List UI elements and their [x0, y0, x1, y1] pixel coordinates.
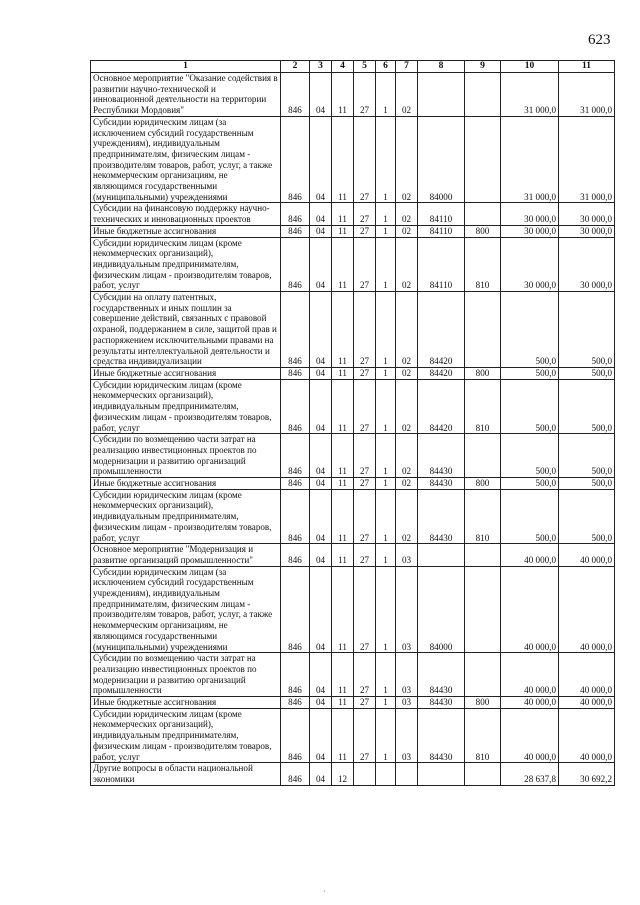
row-subprogram: 1	[376, 566, 396, 653]
row-section: 04	[310, 237, 332, 292]
row-name: Субсидии юридическим лицам (за исключением субсидий государственным учреждениям), индивидуальным предпринимателям, физическим лицам - производителям товаров, работ, услуг, а также некоммерческим организациям, не являющимся государственными (муниципальными) учреждениями	[91, 566, 281, 653]
row-subprogram	[376, 763, 396, 785]
row-program: 27	[354, 489, 376, 544]
row-amount-year2: 31 000,0	[559, 116, 615, 203]
row-section: 04	[310, 203, 332, 225]
table-row	[91, 544, 615, 566]
row-main-activity: 02	[396, 203, 418, 225]
row-main-activity: 02	[396, 379, 418, 434]
row-amount-year2: 500,0	[559, 367, 615, 379]
row-subsection: 11	[332, 225, 354, 237]
row-subprogram: 1	[376, 73, 396, 117]
table-row	[91, 763, 615, 785]
row-main-activity: 02	[396, 292, 418, 368]
row-program: 27	[354, 708, 376, 763]
row-direction: 84110	[418, 203, 465, 225]
row-amount-year2: 40 000,0	[559, 653, 615, 697]
table-header-row	[91, 61, 615, 73]
row-program: 27	[354, 367, 376, 379]
row-name: Иные бюджетные ассигнования	[91, 478, 281, 490]
row-amount-year2: 30 000,0	[559, 203, 615, 225]
row-expense-type: 810	[465, 379, 501, 434]
row-ministry: 846	[281, 434, 310, 478]
row-section: 04	[310, 292, 332, 368]
row-ministry: 846	[281, 478, 310, 490]
table-row	[91, 434, 615, 478]
row-amount-year2: 30 000,0	[559, 237, 615, 292]
column-header: 6	[376, 61, 396, 73]
row-direction	[418, 763, 465, 785]
row-program: 27	[354, 478, 376, 490]
row-subsection: 12	[332, 763, 354, 785]
column-header: 7	[396, 61, 418, 73]
row-main-activity: 03	[396, 544, 418, 566]
row-name: Субсидии по возмещению части затрат на реализацию инвестиционных проектов по модернизации и развитию организаций промышленности	[91, 653, 281, 697]
row-amount-year2: 40 000,0	[559, 566, 615, 653]
row-program: 27	[354, 566, 376, 653]
row-program: 27	[354, 379, 376, 434]
row-direction: 84420	[418, 292, 465, 368]
row-section: 04	[310, 489, 332, 544]
table-row	[91, 73, 615, 117]
row-main-activity: 03	[396, 653, 418, 697]
row-main-activity: 02	[396, 73, 418, 117]
row-direction: 84000	[418, 566, 465, 653]
row-main-activity	[396, 763, 418, 785]
row-expense-type	[465, 566, 501, 653]
row-amount-year2: 40 000,0	[559, 544, 615, 566]
row-ministry: 846	[281, 708, 310, 763]
row-subprogram: 1	[376, 379, 396, 434]
row-main-activity: 02	[396, 478, 418, 490]
row-program: 27	[354, 237, 376, 292]
row-name: Субсидии юридическим лицам (кроме некоммерческих организаций), индивидуальным предпринимателям, физическим лицам - производителям товаров, работ, услуг	[91, 489, 281, 544]
row-subprogram: 1	[376, 489, 396, 544]
table-row	[91, 292, 615, 368]
table-row	[91, 653, 615, 697]
row-amount-year1: 31 000,0	[501, 116, 559, 203]
row-expense-type: 800	[465, 367, 501, 379]
row-amount-year1: 500,0	[501, 434, 559, 478]
column-header: 3	[310, 61, 332, 73]
row-amount-year1: 28 637,8	[501, 763, 559, 785]
row-subsection: 11	[332, 237, 354, 292]
table-row	[91, 116, 615, 203]
row-subprogram: 1	[376, 653, 396, 697]
row-name: Другие вопросы в области национальной экономики	[91, 763, 281, 785]
row-section: 04	[310, 544, 332, 566]
table-row	[91, 478, 615, 490]
row-amount-year1: 500,0	[501, 478, 559, 490]
row-program: 27	[354, 292, 376, 368]
row-amount-year2: 500,0	[559, 379, 615, 434]
row-section: 04	[310, 367, 332, 379]
row-name: Иные бюджетные ассигнования	[91, 225, 281, 237]
row-amount-year2: 500,0	[559, 478, 615, 490]
row-subprogram: 1	[376, 225, 396, 237]
row-subprogram: 1	[376, 203, 396, 225]
row-expense-type: 810	[465, 237, 501, 292]
row-amount-year1: 30 000,0	[501, 237, 559, 292]
row-ministry: 846	[281, 116, 310, 203]
row-direction: 84430	[418, 708, 465, 763]
row-section: 04	[310, 653, 332, 697]
row-subprogram: 1	[376, 697, 396, 709]
row-subsection: 11	[332, 73, 354, 117]
budget-table	[90, 60, 615, 786]
table-row	[91, 566, 615, 653]
row-ministry: 846	[281, 566, 310, 653]
row-name: Субсидии юридическим лицам (кроме некоммерческих организаций), индивидуальным предпринимателям, физическим лицам - производителям товаров, работ, услуг	[91, 237, 281, 292]
row-name: Субсидии юридическим лицам (кроме некоммерческих организаций), индивидуальным предпринимателям, физическим лицам - производителям товаров, работ, услуг	[91, 379, 281, 434]
row-section: 04	[310, 763, 332, 785]
row-direction: 84110	[418, 225, 465, 237]
row-expense-type	[465, 73, 501, 117]
row-subprogram: 1	[376, 367, 396, 379]
row-amount-year1: 31 000,0	[501, 73, 559, 117]
row-amount-year2: 30 000,0	[559, 225, 615, 237]
row-main-activity: 02	[396, 225, 418, 237]
row-ministry: 846	[281, 292, 310, 368]
table-row	[91, 203, 615, 225]
column-header: 9	[465, 61, 501, 73]
table-row	[91, 225, 615, 237]
row-subprogram: 1	[376, 116, 396, 203]
table-row	[91, 379, 615, 434]
row-program	[354, 763, 376, 785]
row-subsection: 11	[332, 434, 354, 478]
row-name: Иные бюджетные ассигнования	[91, 697, 281, 709]
row-expense-type: 810	[465, 489, 501, 544]
row-subsection: 11	[332, 379, 354, 434]
row-subsection: 11	[332, 203, 354, 225]
row-amount-year1: 500,0	[501, 367, 559, 379]
column-header: 2	[281, 61, 310, 73]
row-section: 04	[310, 566, 332, 653]
row-direction: 84430	[418, 478, 465, 490]
column-header: 1	[91, 61, 281, 73]
row-main-activity: 03	[396, 697, 418, 709]
row-section: 04	[310, 73, 332, 117]
column-header: 10	[501, 61, 559, 73]
row-ministry: 846	[281, 697, 310, 709]
table-row	[91, 708, 615, 763]
row-amount-year1: 40 000,0	[501, 566, 559, 653]
column-header: 11	[559, 61, 615, 73]
row-expense-type	[465, 653, 501, 697]
row-program: 27	[354, 203, 376, 225]
row-main-activity: 03	[396, 566, 418, 653]
row-amount-year1: 30 000,0	[501, 203, 559, 225]
row-amount-year1: 40 000,0	[501, 544, 559, 566]
row-expense-type	[465, 292, 501, 368]
row-name: Иные бюджетные ассигнования	[91, 367, 281, 379]
row-expense-type	[465, 763, 501, 785]
row-subsection: 11	[332, 653, 354, 697]
column-header: 8	[418, 61, 465, 73]
row-main-activity: 03	[396, 708, 418, 763]
row-name: Субсидии по возмещению части затрат на реализацию инвестиционных проектов по модернизации и развитию организаций промышленности	[91, 434, 281, 478]
row-ministry: 846	[281, 489, 310, 544]
row-ministry: 846	[281, 763, 310, 785]
row-amount-year2: 500,0	[559, 434, 615, 478]
table-row	[91, 697, 615, 709]
row-name: Субсидии на оплату патентных, государственных и иных пошлин за совершение действий, связанных с правовой охраной, поддержанием в силе, защитой прав и распоряжением исключительными правами на результаты интеллектуальной деятельности и средства индивидуализации	[91, 292, 281, 368]
row-subsection: 11	[332, 489, 354, 544]
row-main-activity: 02	[396, 434, 418, 478]
page-number: 623	[588, 32, 611, 48]
row-program: 27	[354, 116, 376, 203]
row-amount-year2: 40 000,0	[559, 708, 615, 763]
row-expense-type: 800	[465, 478, 501, 490]
row-subsection: 11	[332, 566, 354, 653]
row-amount-year1: 500,0	[501, 292, 559, 368]
row-main-activity: 02	[396, 367, 418, 379]
row-subsection: 11	[332, 116, 354, 203]
row-program: 27	[354, 544, 376, 566]
row-amount-year1: 30 000,0	[501, 225, 559, 237]
row-subprogram: 1	[376, 708, 396, 763]
row-amount-year2: 31 000,0	[559, 73, 615, 117]
row-ministry: 846	[281, 225, 310, 237]
row-subsection: 11	[332, 697, 354, 709]
row-amount-year1: 40 000,0	[501, 697, 559, 709]
column-header: 5	[354, 61, 376, 73]
row-expense-type	[465, 203, 501, 225]
row-name: Субсидии на финансовую поддержку научно-технических и инновационных проектов	[91, 203, 281, 225]
row-direction: 84110	[418, 237, 465, 292]
row-expense-type	[465, 544, 501, 566]
row-ministry: 846	[281, 544, 310, 566]
row-expense-type: 810	[465, 708, 501, 763]
row-ministry: 846	[281, 379, 310, 434]
row-program: 27	[354, 434, 376, 478]
row-amount-year2: 30 692,2	[559, 763, 615, 785]
row-subprogram: 1	[376, 237, 396, 292]
row-program: 27	[354, 225, 376, 237]
row-direction: 84430	[418, 653, 465, 697]
row-expense-type: 800	[465, 697, 501, 709]
table-row	[91, 237, 615, 292]
row-direction: 84420	[418, 367, 465, 379]
row-program: 27	[354, 697, 376, 709]
row-name: Субсидии юридическим лицам (за исключением субсидий государственным учреждениям), индивидуальным предпринимателям, физическим лицам - производителям товаров, работ, услуг, а также некоммерческим организациям, не являющимся государственными (муниципальными) учреждениями	[91, 116, 281, 203]
row-amount-year1: 500,0	[501, 379, 559, 434]
table-row	[91, 489, 615, 544]
row-amount-year1: 500,0	[501, 489, 559, 544]
row-amount-year1: 40 000,0	[501, 708, 559, 763]
row-ministry: 846	[281, 73, 310, 117]
row-direction: 84430	[418, 434, 465, 478]
row-subprogram: 1	[376, 292, 396, 368]
table-row	[91, 367, 615, 379]
row-direction: 84430	[418, 489, 465, 544]
row-direction	[418, 544, 465, 566]
row-subprogram: 1	[376, 434, 396, 478]
row-name: Основное мероприятие "Модернизация и развитие организаций промышленности"	[91, 544, 281, 566]
row-expense-type: 800	[465, 225, 501, 237]
row-direction: 84430	[418, 697, 465, 709]
row-program: 27	[354, 73, 376, 117]
row-subsection: 11	[332, 708, 354, 763]
row-direction: 84000	[418, 116, 465, 203]
row-ministry: 846	[281, 653, 310, 697]
scan-artifact: ·	[323, 887, 326, 896]
row-main-activity: 02	[396, 237, 418, 292]
row-amount-year2: 500,0	[559, 292, 615, 368]
row-section: 04	[310, 379, 332, 434]
row-direction: 84420	[418, 379, 465, 434]
row-subsection: 11	[332, 367, 354, 379]
row-ministry: 846	[281, 237, 310, 292]
row-amount-year1: 40 000,0	[501, 653, 559, 697]
row-section: 04	[310, 434, 332, 478]
row-name: Субсидии юридическим лицам (кроме некоммерческих организаций), индивидуальным предпринимателям, физическим лицам - производителям товаров, работ, услуг	[91, 708, 281, 763]
row-subsection: 11	[332, 292, 354, 368]
row-ministry: 846	[281, 203, 310, 225]
row-section: 04	[310, 697, 332, 709]
column-header: 4	[332, 61, 354, 73]
row-subsection: 11	[332, 544, 354, 566]
row-section: 04	[310, 708, 332, 763]
row-subprogram: 1	[376, 544, 396, 566]
row-section: 04	[310, 116, 332, 203]
row-amount-year2: 40 000,0	[559, 697, 615, 709]
row-section: 04	[310, 225, 332, 237]
row-subsection: 11	[332, 478, 354, 490]
row-program: 27	[354, 653, 376, 697]
row-ministry: 846	[281, 367, 310, 379]
row-expense-type	[465, 434, 501, 478]
row-amount-year2: 500,0	[559, 489, 615, 544]
row-direction	[418, 73, 465, 117]
row-name: Основное мероприятие "Оказание содействия в развитии научно-технической и инновационной деятельности на территории Республики Мордовия"	[91, 73, 281, 117]
row-main-activity: 02	[396, 489, 418, 544]
row-section: 04	[310, 478, 332, 490]
row-main-activity: 02	[396, 116, 418, 203]
row-expense-type	[465, 116, 501, 203]
row-subprogram: 1	[376, 478, 396, 490]
